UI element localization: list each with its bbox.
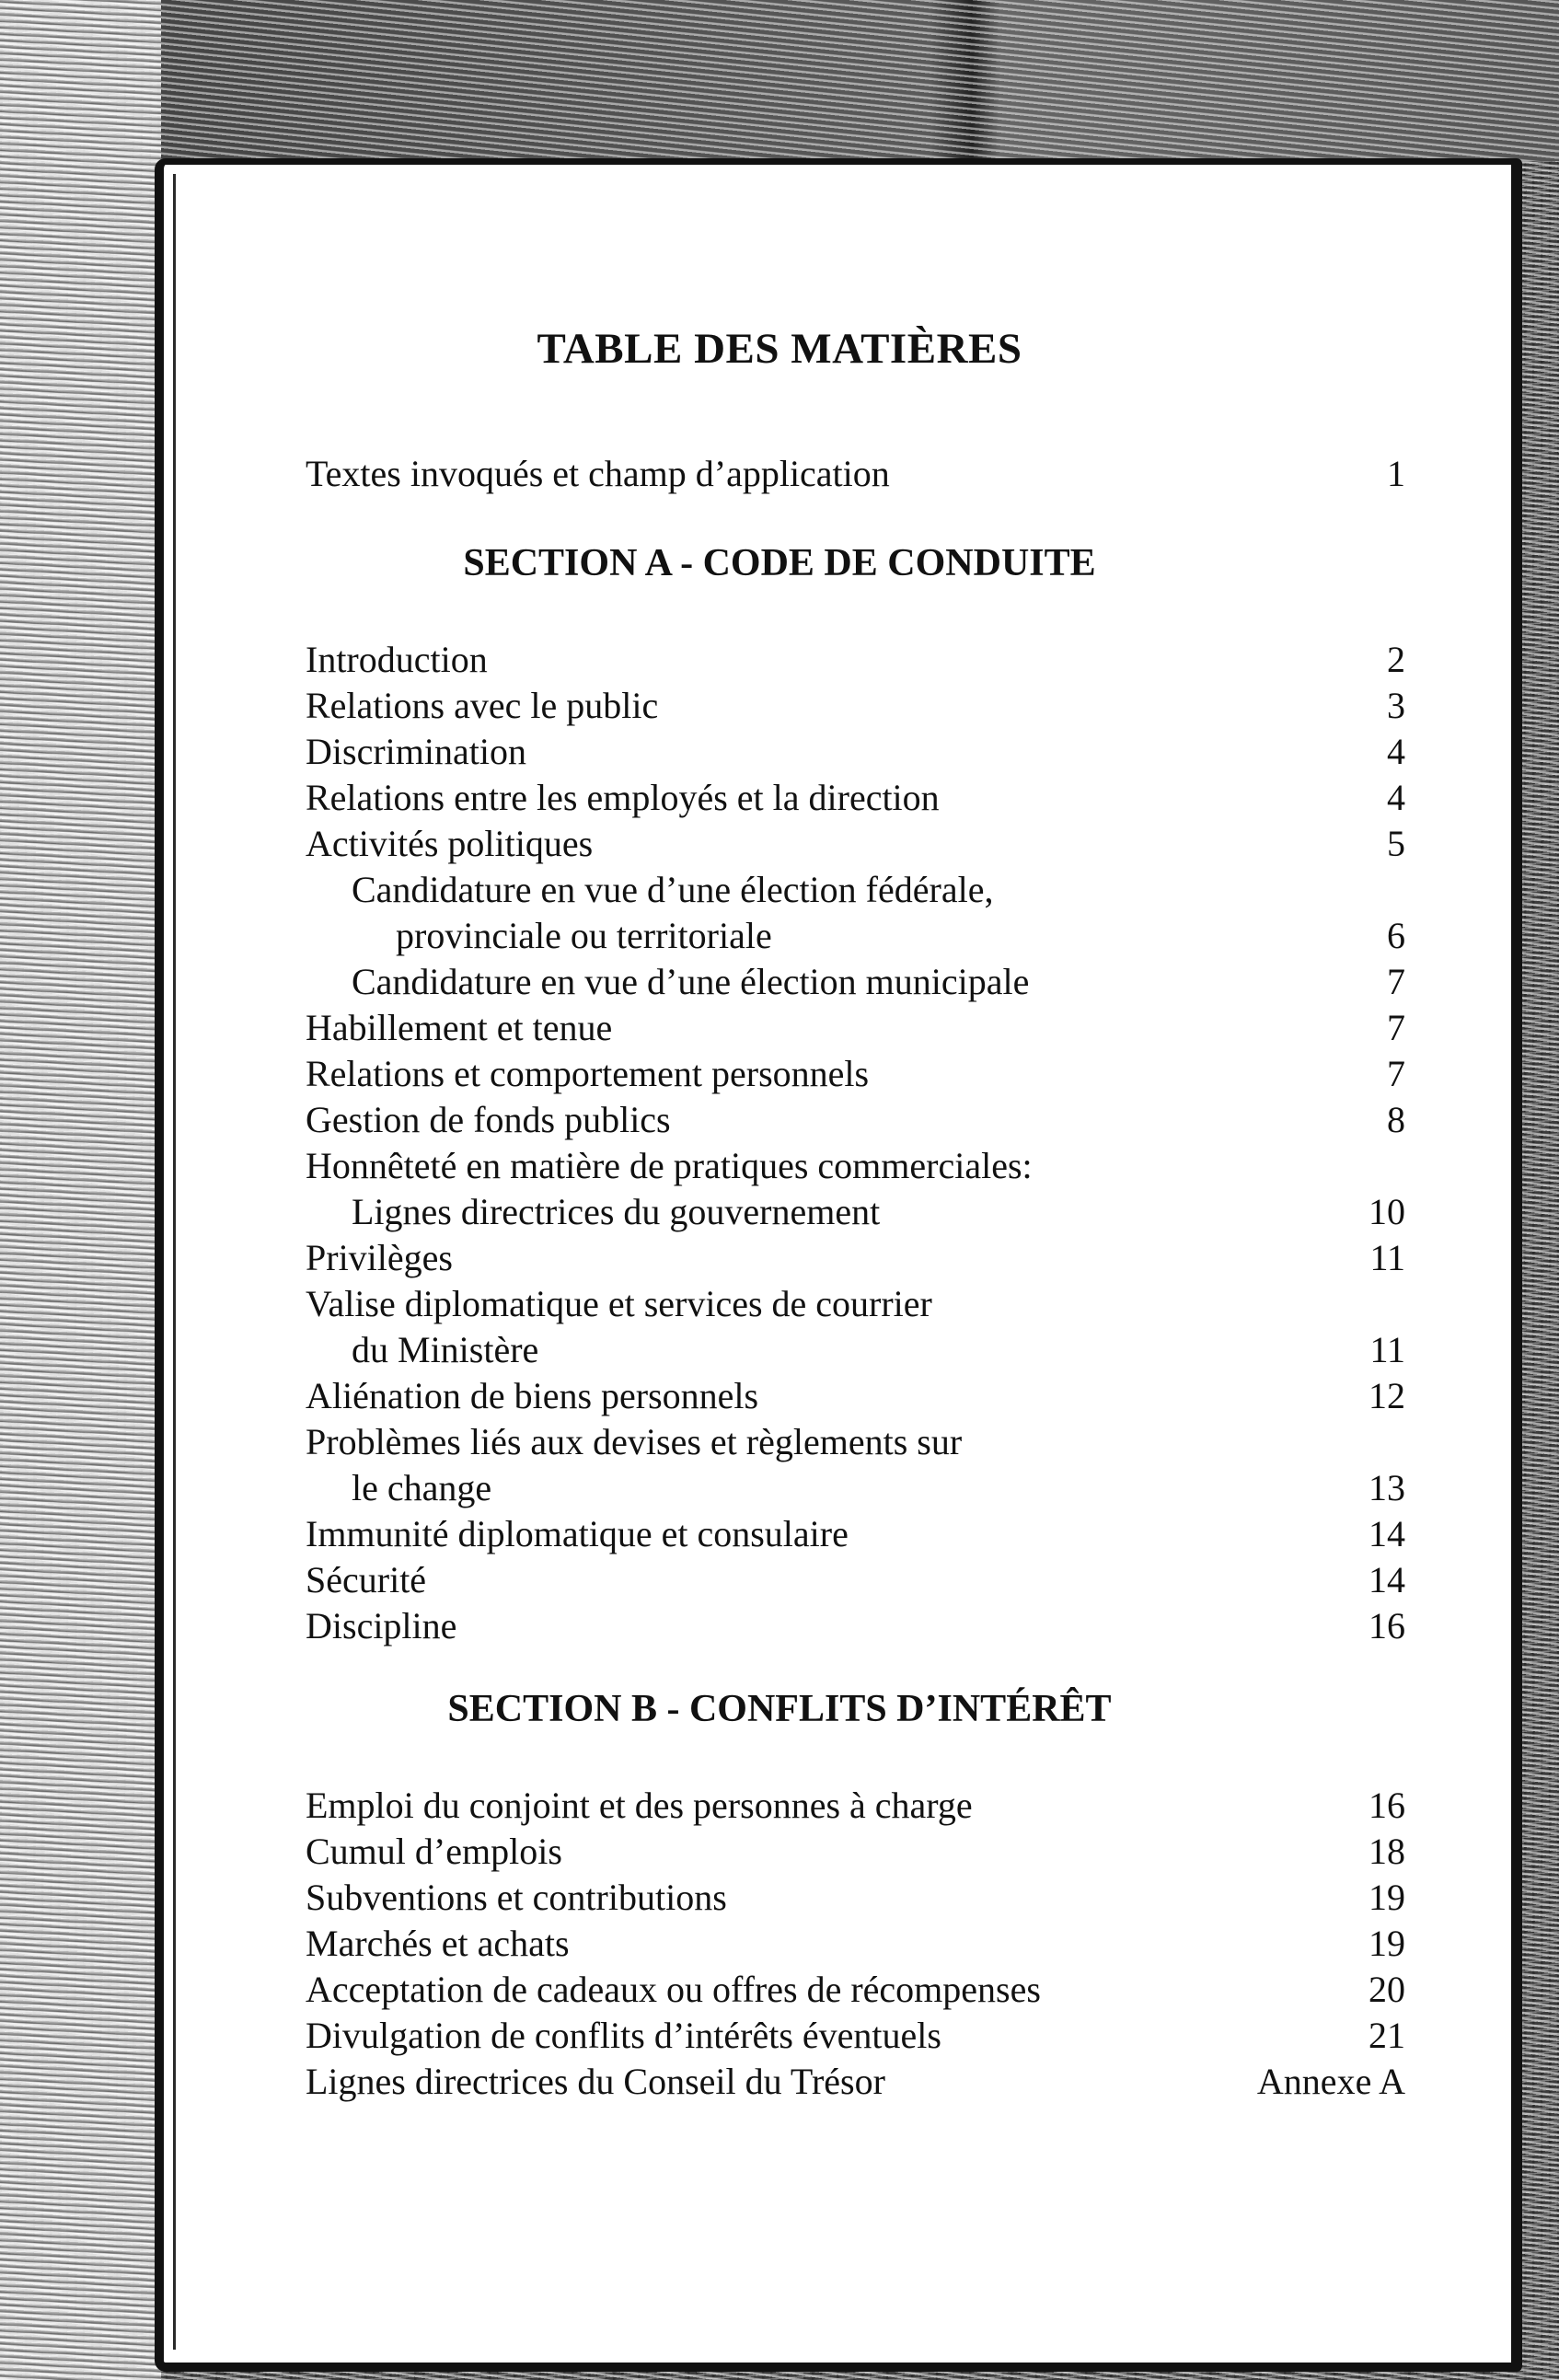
toc-entry-label: Acceptation de cadeaux ou offres de récompenses [306, 1969, 1041, 2010]
toc-entry-label: le change [352, 1467, 492, 1508]
toc-entry-label: Relations entre les employés et la direction [306, 777, 940, 818]
toc-entry-label: Candidature en vue d’une élection fédérale, [352, 869, 994, 910]
toc-entry-label: Relations avec le public [306, 685, 659, 726]
toc-entry-page: 10 [1368, 1191, 1405, 1232]
background-top [161, 0, 1559, 161]
toc-entry-label: Emploi du conjoint et des personnes à charge [306, 1785, 973, 1826]
toc-entry-label: Marchés et achats [306, 1923, 570, 1964]
toc-entry-page: 7 [1387, 1053, 1405, 1094]
toc-entry-label: Honnêteté en matière de pratiques commerciales: [306, 1145, 1033, 1186]
toc-entry-label: Cumul d’emplois [306, 1831, 562, 1872]
toc-entry-label: Candidature en vue d’une élection municipale [352, 961, 1030, 1002]
toc-entry-page: 14 [1368, 1513, 1405, 1554]
toc-entry-label: Discipline [306, 1605, 457, 1646]
toc-entry-page: Annexe A [1256, 2061, 1405, 2102]
toc-entry-page: 5 [1387, 823, 1405, 864]
toc-entry-label: du Ministère [352, 1329, 539, 1370]
toc-entry-page: 3 [1387, 685, 1405, 726]
toc-entry-page: 18 [1368, 1831, 1405, 1872]
toc-entry-label: Immunité diplomatique et consulaire [306, 1513, 849, 1554]
toc-entry-label: Habillement et tenue [306, 1007, 613, 1048]
toc-entry-label: Sécurité [306, 1559, 427, 1600]
toc-entry-label: provinciale ou territoriale [396, 915, 772, 956]
toc-entry-page: 14 [1368, 1559, 1405, 1600]
toc-entry-page: 19 [1368, 1877, 1405, 1918]
toc-entry-page: 7 [1387, 1007, 1405, 1048]
toc-entry-label: Privilèges [306, 1237, 453, 1278]
toc-entry-label: Lignes directrices du gouvernement [352, 1191, 881, 1232]
page-title: TABLE DES MATIÈRES [537, 325, 1022, 373]
toc-entry-page: 6 [1387, 915, 1405, 956]
toc-entry-label: Lignes directrices du Conseil du Trésor [306, 2061, 885, 2102]
toc-entry-page: 19 [1368, 1923, 1405, 1964]
toc-entry-page: 4 [1387, 731, 1405, 772]
toc-entry-label: Textes invoqués et champ d’application [306, 453, 890, 494]
toc-entry-page: 11 [1369, 1329, 1405, 1370]
page-border-line [173, 174, 176, 2350]
toc-entry-label: Introduction [306, 639, 488, 680]
toc-entry-page: 12 [1368, 1375, 1405, 1416]
section-b-heading: SECTION B - CONFLITS D’INTÉRÊT [447, 1688, 1112, 1730]
toc-entry-label: Activités politiques [306, 823, 594, 864]
toc-entry-page: 11 [1369, 1237, 1405, 1278]
toc-entry-page: 4 [1387, 777, 1405, 818]
toc-entry-label: Discrimination [306, 731, 526, 772]
toc-entry-page: 1 [1387, 453, 1405, 494]
toc-entry-page: 16 [1368, 1785, 1405, 1826]
toc-entry-page: 20 [1368, 1969, 1405, 2010]
toc-entry-page: 21 [1368, 2015, 1405, 2056]
toc-entry-page: 16 [1368, 1605, 1405, 1646]
toc-entry-page: 8 [1387, 1099, 1405, 1140]
toc-entry-label: Problèmes liés aux devises et règlements sur [306, 1421, 963, 1462]
section-a-heading: SECTION A - CODE DE CONDUITE [463, 542, 1096, 584]
toc-entry-label: Valise diplomatique et services de courrier [306, 1283, 932, 1324]
toc-entry-page: 13 [1368, 1467, 1405, 1508]
toc-entry-page: 2 [1387, 639, 1405, 680]
toc-entry-label: Subventions et contributions [306, 1877, 727, 1918]
toc-entry-label: Relations et comportement personnels [306, 1053, 870, 1094]
toc-entry-label: Divulgation de conflits d’intérêts éventuels [306, 2015, 941, 2056]
toc-entry-label: Aliénation de biens personnels [306, 1375, 759, 1416]
toc-entry-page: 7 [1387, 961, 1405, 1002]
toc-entry-label: Gestion de fonds publics [306, 1099, 671, 1140]
